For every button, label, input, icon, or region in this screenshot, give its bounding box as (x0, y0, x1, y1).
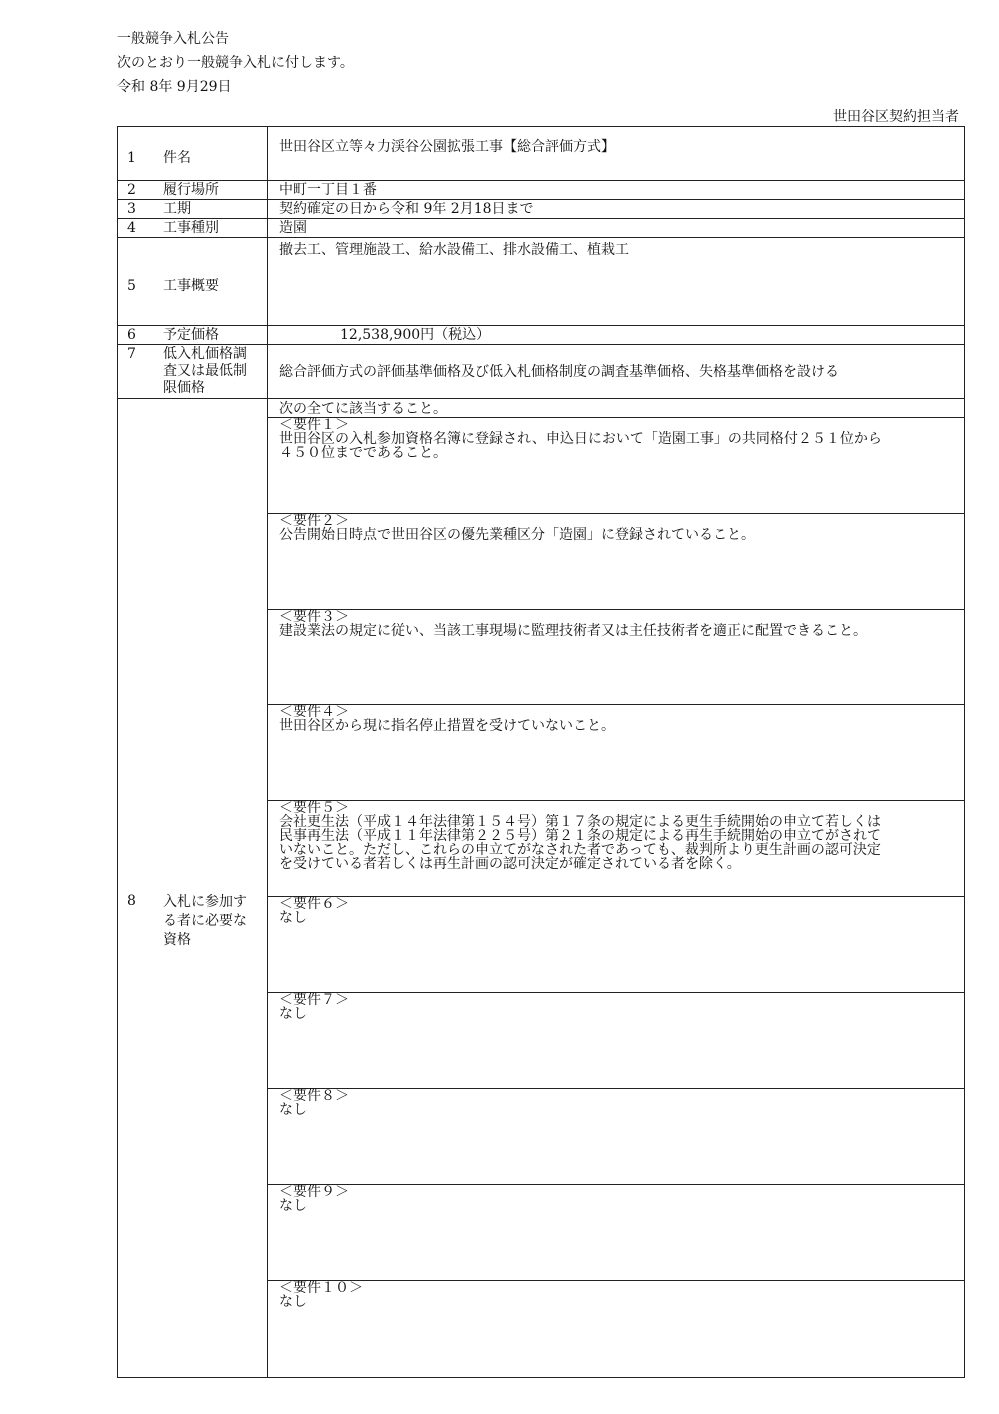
row-divider (117, 218, 965, 219)
qualification-intro: 次の全てに該当すること。 (279, 401, 447, 417)
item-label-overview: 工事概要 (163, 278, 219, 294)
item-label-location: 履行場所 (163, 182, 219, 198)
requirement-body: 世田谷区から現に指名停止措置を受けていないこと。 (279, 718, 615, 734)
requirement-body: 建設業法の規定に従い、当該工事現場に監理技術者又は主任技術者を適正に配置できること。 (279, 623, 867, 639)
contract-office: 世田谷区契約担当者 (833, 109, 959, 125)
item-label-low-bid: 低入札価格調査又は最低制限価格 (163, 346, 247, 396)
requirement-6 (279, 897, 889, 925)
row-divider (117, 325, 965, 326)
requirement-heading: ＜要件５＞ (279, 800, 349, 816)
item-label-project-name: 件名 (163, 150, 191, 166)
notice-intro: 次のとおり一般競争入札に付します。 (117, 55, 354, 71)
requirement-heading: ＜要件７＞ (279, 992, 349, 1008)
requirement-heading: ＜要件３＞ (279, 609, 349, 625)
requirement-7 (279, 993, 889, 1021)
requirement-heading: ＜要件８＞ (279, 1088, 349, 1104)
requirement-2 (279, 514, 889, 542)
row-divider (117, 180, 965, 181)
item-label-period: 工期 (163, 201, 191, 217)
row-divider (117, 344, 965, 345)
requirement-body: なし (279, 1198, 307, 1214)
work-overview: 撤去工、管理施設工、給水設備工、排水設備工、植栽工 (279, 242, 629, 258)
requirement-body: 世田谷区の入札参加資格名簿に登録され、申込日において「造園工事」の共同格付２５１位から４５０位までであること。 (279, 431, 882, 461)
requirement-8 (279, 1089, 889, 1117)
notice-title: 一般競争入札公告 (117, 31, 229, 47)
requirement-10 (279, 1281, 889, 1309)
item-label-work-type: 工事種別 (163, 220, 219, 236)
requirement-body: 会社更生法（平成１４年法律第１５４号）第１７条の規定による更生手続開始の申立て若しくは民事再生法（平成１１年法律第２２５号）第２１条の規定による再生手続開始の申立てがされていないこと。ただし、これらの申立てがなされた者であっても、裁判所より更生計画の認可決定を受けている者若しくは再生計画の認可決定が確定されている者を除く。 (279, 814, 881, 872)
requirement-body: なし (279, 1006, 307, 1022)
item-number: 3 (127, 201, 136, 217)
requirement-5 (279, 801, 889, 871)
requirement-body: なし (279, 1102, 307, 1118)
item-label-qualification: 入札に参加する者に必要な資格 (163, 894, 247, 948)
requirement-body: なし (279, 1294, 307, 1310)
requirement-1 (279, 418, 889, 460)
requirement-heading: ＜要件１０＞ (279, 1280, 363, 1296)
row-divider (117, 237, 965, 238)
low-bid-policy: 総合評価方式の評価基準価格及び低入札価格制度の調査基準価格、失格基準価格を設ける (279, 364, 839, 380)
item-number: 2 (127, 182, 136, 198)
work-type: 造園 (279, 220, 307, 236)
requirement-heading: ＜要件９＞ (279, 1184, 349, 1200)
requirement-body: なし (279, 910, 307, 926)
row-divider (117, 199, 965, 200)
column-divider (267, 126, 268, 1378)
item-number: 1 (127, 150, 136, 166)
item-number: 4 (127, 220, 136, 236)
location: 中町一丁目１番 (279, 182, 377, 198)
construction-period: 契約確定の日から令和 9年 2月18日まで (279, 201, 534, 217)
notice-date: 令和 8年 9月29日 (117, 79, 232, 95)
item-number: 6 (127, 327, 136, 343)
item-number: 7 (127, 346, 136, 362)
requirement-heading: ＜要件１＞ (279, 417, 349, 433)
requirement-heading: ＜要件６＞ (279, 896, 349, 912)
item-number: 5 (127, 278, 136, 294)
item-label-planned-price: 予定価格 (163, 327, 219, 343)
project-name: 世田谷区立等々力渓谷公園拡張工事【総合評価方式】 (279, 139, 615, 155)
requirement-heading: ＜要件２＞ (279, 513, 349, 529)
row-divider (117, 398, 965, 399)
requirement-heading: ＜要件４＞ (279, 704, 349, 720)
requirement-9 (279, 1185, 889, 1213)
planned-price: 12,538,900円（税込） (340, 327, 491, 343)
requirement-4 (279, 705, 889, 733)
requirement-body: 公告開始日時点で世田谷区の優先業種区分「造園」に登録されていること。 (279, 527, 755, 543)
item-number: 8 (127, 893, 136, 909)
requirement-3 (279, 610, 889, 638)
